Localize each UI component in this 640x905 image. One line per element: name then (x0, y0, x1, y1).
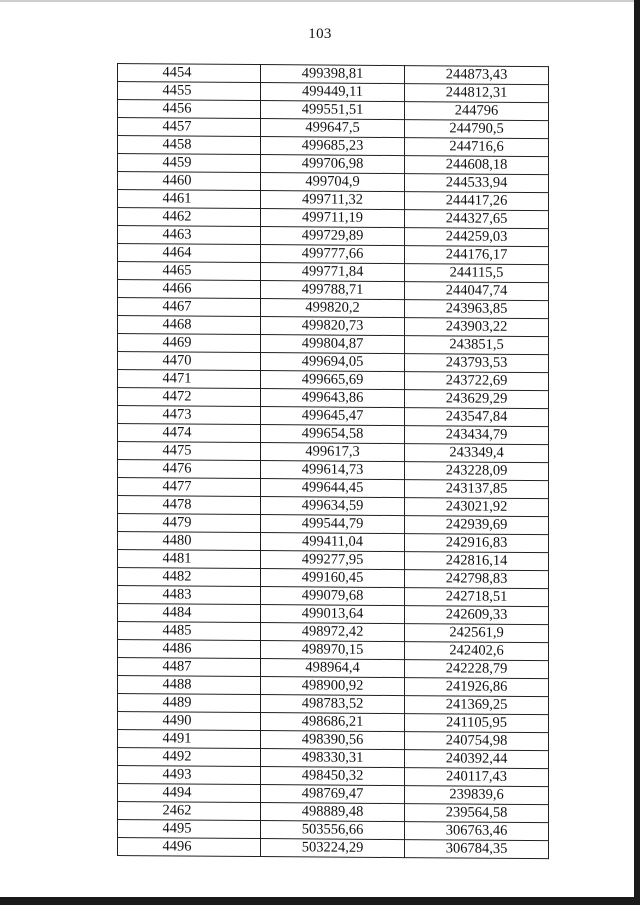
point-number-cell: 4490 (118, 712, 261, 731)
point-number-cell: 4493 (118, 766, 261, 785)
y-coordinate-cell: 242939,69 (405, 516, 549, 535)
x-coordinate-cell: 499704,9 (261, 173, 405, 192)
coordinates-table-container (117, 63, 549, 859)
x-coordinate-cell: 499654,58 (261, 425, 405, 444)
page-number: 103 (308, 26, 332, 42)
x-coordinate-cell: 499729,89 (261, 227, 405, 246)
y-coordinate-cell: 306784,35 (405, 840, 549, 859)
x-coordinate-cell: 498330,31 (261, 749, 405, 768)
x-coordinate-cell: 499706,98 (261, 155, 405, 174)
x-coordinate-cell: 499644,45 (261, 479, 405, 498)
x-coordinate-cell: 499820,73 (261, 317, 405, 336)
y-coordinate-cell: 244115,5 (405, 264, 549, 283)
x-coordinate-cell: 499711,32 (261, 191, 405, 210)
y-coordinate-cell: 244327,65 (405, 210, 549, 229)
x-coordinate-cell: 503556,66 (261, 821, 405, 840)
y-coordinate-cell: 239839,6 (405, 786, 549, 805)
x-coordinate-cell: 499449,11 (261, 83, 405, 102)
x-coordinate-cell: 499645,47 (261, 407, 405, 426)
point-number-cell: 4474 (118, 424, 261, 443)
y-coordinate-cell: 243722,69 (405, 372, 549, 391)
x-coordinate-cell: 498769,47 (261, 785, 405, 804)
x-coordinate-cell: 499643,86 (261, 389, 405, 408)
point-number-cell: 4478 (118, 496, 261, 515)
coordinates-table-body (118, 64, 549, 859)
x-coordinate-cell: 498390,56 (261, 731, 405, 750)
x-coordinate-cell: 499398,81 (261, 65, 405, 84)
y-coordinate-cell: 240117,43 (405, 768, 549, 787)
point-number-cell: 2462 (118, 802, 261, 821)
y-coordinate-cell: 243547,84 (405, 408, 549, 427)
y-coordinate-cell: 243629,29 (405, 390, 549, 409)
x-coordinate-cell: 499614,73 (261, 461, 405, 480)
y-coordinate-cell: 244259,03 (405, 228, 549, 247)
y-coordinate-cell: 244176,17 (405, 246, 549, 265)
y-coordinate-cell: 243349,4 (405, 444, 549, 463)
y-coordinate-cell: 244873,43 (405, 66, 549, 85)
point-number-cell: 4491 (118, 730, 261, 749)
point-number-cell: 4488 (118, 676, 261, 695)
y-coordinate-cell: 243793,53 (405, 354, 549, 373)
x-coordinate-cell: 498686,21 (261, 713, 405, 732)
y-coordinate-cell: 244608,18 (405, 156, 549, 175)
point-number-cell: 4475 (118, 442, 261, 461)
point-number-cell: 4476 (118, 460, 261, 479)
point-number-cell: 4465 (118, 262, 261, 281)
table-row (118, 838, 549, 859)
x-coordinate-cell: 499160,45 (261, 569, 405, 588)
y-coordinate-cell: 241369,25 (405, 696, 549, 715)
point-number-cell: 4473 (118, 406, 261, 425)
scan-top-edge (0, 0, 640, 2)
point-number-cell: 4454 (118, 64, 261, 83)
x-coordinate-cell: 499665,69 (261, 371, 405, 390)
point-number-cell: 4481 (118, 550, 261, 569)
scan-bottom-edge (0, 897, 640, 905)
point-number-cell: 4477 (118, 478, 261, 497)
y-coordinate-cell: 243228,09 (405, 462, 549, 481)
y-coordinate-cell: 242402,6 (405, 642, 549, 661)
y-coordinate-cell: 244790,5 (405, 120, 549, 139)
x-coordinate-cell: 499820,2 (261, 299, 405, 318)
y-coordinate-cell: 243434,79 (405, 426, 549, 445)
x-coordinate-cell: 503224,29 (261, 839, 405, 858)
point-number-cell: 4468 (118, 316, 261, 335)
y-coordinate-cell: 242816,14 (405, 552, 549, 571)
y-coordinate-cell: 244812,31 (405, 84, 549, 103)
point-number-cell: 4469 (118, 334, 261, 353)
y-coordinate-cell: 243903,22 (405, 318, 549, 337)
x-coordinate-cell: 499079,68 (261, 587, 405, 606)
y-coordinate-cell: 243963,85 (405, 300, 549, 319)
point-number-cell: 4455 (118, 82, 261, 101)
point-number-cell: 4484 (118, 604, 261, 623)
y-coordinate-cell: 242561,9 (405, 624, 549, 643)
y-coordinate-cell: 242609,33 (405, 606, 549, 625)
x-coordinate-cell: 498900,92 (261, 677, 405, 696)
y-coordinate-cell: 241105,95 (405, 714, 549, 733)
x-coordinate-cell: 498972,42 (261, 623, 405, 642)
y-coordinate-cell: 244533,94 (405, 174, 549, 193)
y-coordinate-cell: 243137,85 (405, 480, 549, 499)
point-number-cell: 4459 (118, 154, 261, 173)
point-number-cell: 4480 (118, 532, 261, 551)
x-coordinate-cell: 499411,04 (261, 533, 405, 552)
point-number-cell: 4485 (118, 622, 261, 641)
y-coordinate-cell: 242718,51 (405, 588, 549, 607)
x-coordinate-cell: 499544,79 (261, 515, 405, 534)
y-coordinate-cell: 244796 (405, 102, 549, 121)
point-number-cell: 4492 (118, 748, 261, 767)
y-coordinate-cell: 244047,74 (405, 282, 549, 301)
x-coordinate-cell: 499694,05 (261, 353, 405, 372)
x-coordinate-cell: 498783,52 (261, 695, 405, 714)
x-coordinate-cell: 499804,87 (261, 335, 405, 354)
x-coordinate-cell: 499771,84 (261, 263, 405, 282)
point-number-cell: 4472 (118, 388, 261, 407)
point-number-cell: 4462 (118, 208, 261, 227)
x-coordinate-cell: 498889,48 (261, 803, 405, 822)
x-coordinate-cell: 499634,59 (261, 497, 405, 516)
point-number-cell: 4494 (118, 784, 261, 803)
x-coordinate-cell: 499617,3 (261, 443, 405, 462)
point-number-cell: 4489 (118, 694, 261, 713)
x-coordinate-cell: 499013,64 (261, 605, 405, 624)
point-number-cell: 4467 (118, 298, 261, 317)
point-number-cell: 4463 (118, 226, 261, 245)
x-coordinate-cell: 498964,4 (261, 659, 405, 678)
x-coordinate-cell: 499277,95 (261, 551, 405, 570)
y-coordinate-cell: 243021,92 (405, 498, 549, 517)
y-coordinate-cell: 244417,26 (405, 192, 549, 211)
y-coordinate-cell: 242228,79 (405, 660, 549, 679)
x-coordinate-cell: 499551,51 (261, 101, 405, 120)
point-number-cell: 4457 (118, 118, 261, 137)
point-number-cell: 4486 (118, 640, 261, 659)
x-coordinate-cell: 499685,23 (261, 137, 405, 156)
y-coordinate-cell: 244716,6 (405, 138, 549, 157)
point-number-cell: 4460 (118, 172, 261, 191)
point-number-cell: 4496 (118, 838, 261, 857)
x-coordinate-cell: 499777,66 (261, 245, 405, 264)
point-number-cell: 4470 (118, 352, 261, 371)
point-number-cell: 4471 (118, 370, 261, 389)
x-coordinate-cell: 499647,5 (261, 119, 405, 138)
scan-right-edge (634, 0, 640, 905)
x-coordinate-cell: 499711,19 (261, 209, 405, 228)
point-number-cell: 4483 (118, 586, 261, 605)
y-coordinate-cell: 242798,83 (405, 570, 549, 589)
y-coordinate-cell: 243851,5 (405, 336, 549, 355)
y-coordinate-cell: 239564,58 (405, 804, 549, 823)
coordinates-table (117, 63, 549, 859)
point-number-cell: 4458 (118, 136, 261, 155)
point-number-cell: 4495 (118, 820, 261, 839)
y-coordinate-cell: 306763,46 (405, 822, 549, 841)
y-coordinate-cell: 241926,86 (405, 678, 549, 697)
point-number-cell: 4479 (118, 514, 261, 533)
y-coordinate-cell: 240754,98 (405, 732, 549, 751)
point-number-cell: 4464 (118, 244, 261, 263)
y-coordinate-cell: 242916,83 (405, 534, 549, 553)
x-coordinate-cell: 499788,71 (261, 281, 405, 300)
y-coordinate-cell: 240392,44 (405, 750, 549, 769)
point-number-cell: 4466 (118, 280, 261, 299)
point-number-cell: 4487 (118, 658, 261, 677)
point-number-cell: 4456 (118, 100, 261, 119)
x-coordinate-cell: 498970,15 (261, 641, 405, 660)
x-coordinate-cell: 498450,32 (261, 767, 405, 786)
point-number-cell: 4461 (118, 190, 261, 209)
point-number-cell: 4482 (118, 568, 261, 587)
